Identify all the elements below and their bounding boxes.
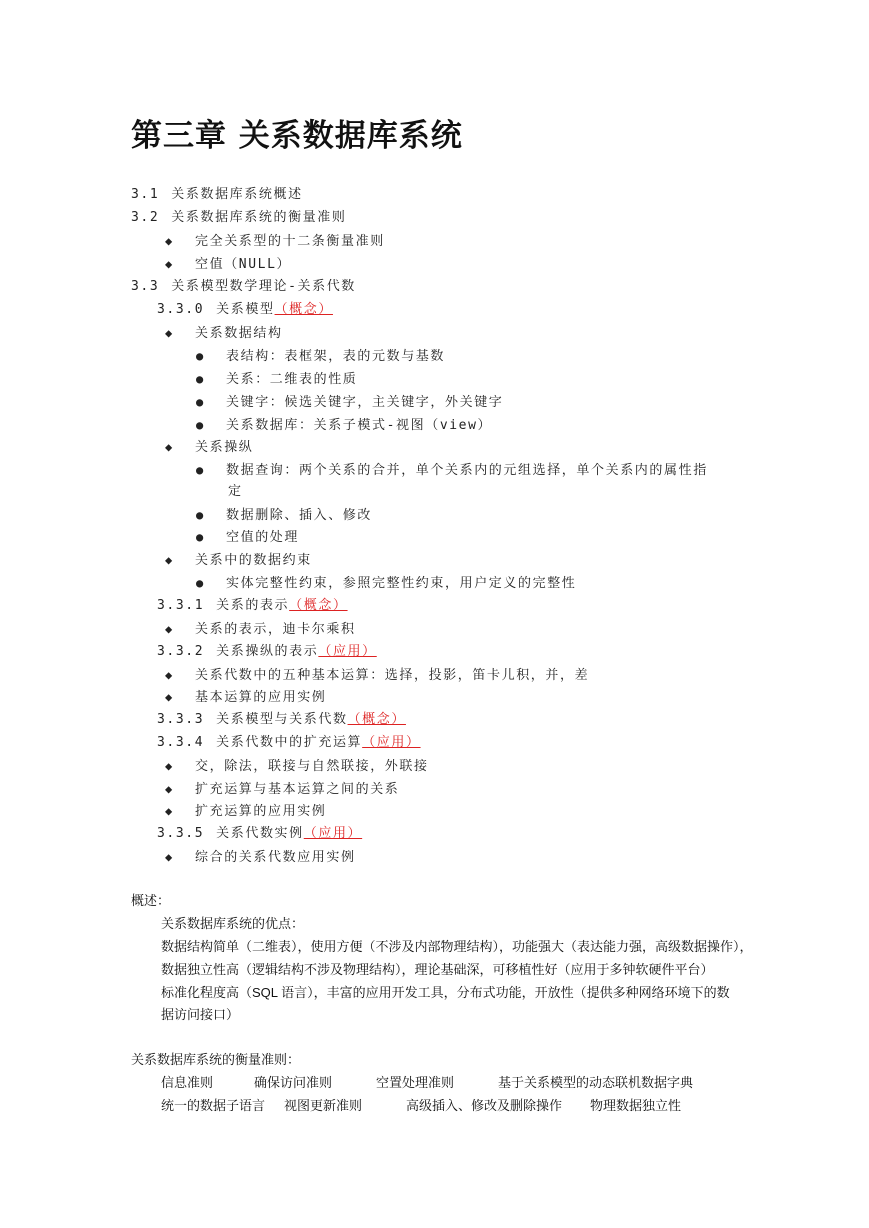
toc-subsection (157, 734, 421, 752)
toc-item-text: 空值的处理 (226, 530, 300, 545)
toc-item-text: 扩充运算与基本运算之间的关系 (195, 782, 400, 797)
toc-item-text: 关系代数中的五种基本运算：选择，投影，笛卡儿积，并，差 (195, 668, 590, 683)
toc-diamond-item (165, 757, 429, 776)
toc-number: 3.1 (131, 187, 160, 202)
toc-tag: （概念） (274, 302, 333, 317)
toc-item-text: 关系代数实例 (216, 826, 304, 841)
toc-item-text: 表结构：表框架，表的元数与基数 (226, 349, 446, 364)
toc-item-text: 关系模型 (216, 302, 275, 317)
toc-subsection (157, 301, 333, 319)
toc-item-text: 关系数据库：关系子模式-视图（view） (226, 418, 493, 433)
toc-item-text: 数据查询：两个关系的合并，单个关系内的元组选择，单个关系内的属性指 (226, 463, 708, 478)
toc-diamond-item (165, 324, 283, 343)
criteria-item: 视图更新准则 (284, 1098, 363, 1113)
criteria-item: 统一的数据子语言 (161, 1098, 266, 1113)
bullet-dot-icon (196, 461, 210, 480)
toc-tag: （概念） (289, 598, 348, 613)
bullet-diamond-icon (165, 255, 179, 274)
toc-item-text: 关系中的数据约束 (195, 553, 312, 568)
criteria-heading: 关系数据库系统的衡量准则： (131, 1052, 301, 1067)
criteria-item: 高级插入、修改及删除操作 (406, 1098, 563, 1113)
toc-subsection (157, 643, 377, 661)
criteria-item: 空置处理准则 (376, 1075, 455, 1090)
toc-item-text: 数据删除、插入、修改 (226, 508, 373, 523)
bullet-diamond-icon (165, 666, 179, 685)
toc-item-text: 关系模型数学理论-关系代数 (171, 279, 356, 294)
bullet-dot-icon (196, 370, 210, 389)
toc-section (131, 278, 356, 296)
toc-section (131, 186, 303, 204)
bullet-diamond-icon (165, 780, 179, 799)
toc-bullet-item (196, 461, 708, 480)
toc-item-text: 关键字：候选关键字，主关键字，外关键字 (226, 395, 504, 410)
toc-item-text: 关系模型与关系代数 (216, 712, 348, 727)
overview-subheading: 关系数据库系统的优点： (161, 916, 305, 931)
toc-tag: （应用） (362, 735, 421, 750)
chapter-title: 第三章 关系数据库系统 (131, 118, 463, 154)
toc-item-text: 关系代数中的扩充运算 (216, 735, 363, 750)
toc-number: 3.3 (131, 279, 160, 294)
toc-diamond-item (165, 666, 589, 685)
bullet-diamond-icon (165, 551, 179, 570)
toc-item-text: 关系操纵的表示 (216, 644, 319, 659)
toc-item-text: 空值（NULL） (195, 257, 292, 272)
overview-line: 数据结构简单（二维表），使用方便（不涉及内部物理结构），功能强大（表达能力强，高级数据操作）， (161, 939, 753, 954)
toc-item-text: 交，除法，联接与自然联接，外联接 (195, 759, 429, 774)
toc-number: 3.3.4 (157, 735, 205, 750)
toc-number: 3.3.5 (157, 826, 205, 841)
toc-bullet-item (196, 416, 492, 435)
toc-number: 3.2 (131, 210, 160, 225)
bullet-diamond-icon (165, 232, 179, 251)
toc-item-text: 基本运算的应用实例 (195, 690, 327, 705)
toc-item-text: 扩充运算的应用实例 (195, 804, 327, 819)
toc-subsection (157, 597, 348, 615)
bullet-dot-icon (196, 528, 210, 547)
toc-diamond-item (165, 780, 399, 799)
toc-diamond-item (165, 688, 326, 707)
toc-diamond-item (165, 551, 312, 570)
toc-diamond-item (165, 255, 291, 274)
toc-section (131, 209, 346, 227)
overview-line: 数据独立性高（逻辑结构不涉及物理结构），理论基础深，可移植性好（应用于多钟软硬件平台） (161, 962, 714, 977)
toc-subsection (157, 825, 362, 843)
toc-item-text: 关系数据库系统的衡量准则 (171, 210, 347, 225)
bullet-dot-icon (196, 416, 210, 435)
bullet-dot-icon (196, 506, 210, 525)
bullet-diamond-icon (165, 688, 179, 707)
toc-bullet-item (196, 347, 445, 366)
toc-item-text: 实体完整性约束，参照完整性约束，用户定义的完整性 (226, 576, 577, 591)
bullet-dot-icon (196, 574, 210, 593)
bullet-diamond-icon (165, 802, 179, 821)
toc-item-text: 关系数据结构 (195, 326, 283, 341)
toc-bullet-item (196, 370, 357, 389)
bullet-diamond-icon (165, 438, 179, 457)
toc-subsection (157, 711, 406, 729)
toc-bullet-item (196, 528, 299, 547)
bullet-dot-icon (196, 347, 210, 366)
toc-tag: （应用） (318, 644, 377, 659)
criteria-item: 确保访问准则 (254, 1075, 333, 1090)
toc-item-text: 完全关系型的十二条衡量准则 (195, 234, 385, 249)
toc-number: 3.3.3 (157, 712, 205, 727)
toc-number: 3.3.1 (157, 598, 205, 613)
overview-line: 据访问接口） (161, 1007, 240, 1022)
toc-bullet-item (196, 393, 503, 412)
toc-diamond-item (165, 620, 356, 639)
toc-item-continuation: 定 (228, 484, 243, 499)
bullet-diamond-icon (165, 757, 179, 776)
bullet-dot-icon (196, 393, 210, 412)
toc-bullet-item (196, 506, 372, 525)
bullet-diamond-icon (165, 324, 179, 343)
toc-item-text: 关系数据库系统概述 (171, 187, 303, 202)
bullet-diamond-icon (165, 848, 179, 867)
toc-item-text: 关系的表示，迪卡尔乘积 (195, 622, 356, 637)
toc-diamond-item (165, 438, 253, 457)
criteria-item: 物理数据独立性 (590, 1098, 682, 1113)
toc-diamond-item (165, 802, 326, 821)
toc-tag: （概念） (347, 712, 406, 727)
overview-heading: 概述： (131, 893, 171, 908)
toc-number: 3.3.2 (157, 644, 205, 659)
overview-line: 标准化程度高（SQL 语言），丰富的应用开发工具，分布式功能，开放性（提供多种网络环境下的数 (161, 985, 730, 1000)
toc-item-text: 关系操纵 (195, 440, 254, 455)
toc-item-text: 综合的关系代数应用实例 (195, 850, 356, 865)
toc-item-text: 关系：二维表的性质 (226, 372, 358, 387)
toc-item-text: 关系的表示 (216, 598, 290, 613)
toc-number: 3.3.0 (157, 302, 205, 317)
toc-bullet-item (196, 574, 576, 593)
toc-tag: （应用） (303, 826, 363, 841)
toc-diamond-item (165, 232, 385, 251)
criteria-item: 信息准则 (161, 1075, 214, 1090)
criteria-item: 基于关系模型的动态联机数据字典 (498, 1075, 694, 1090)
toc-diamond-item (165, 848, 356, 867)
bullet-diamond-icon (165, 620, 179, 639)
